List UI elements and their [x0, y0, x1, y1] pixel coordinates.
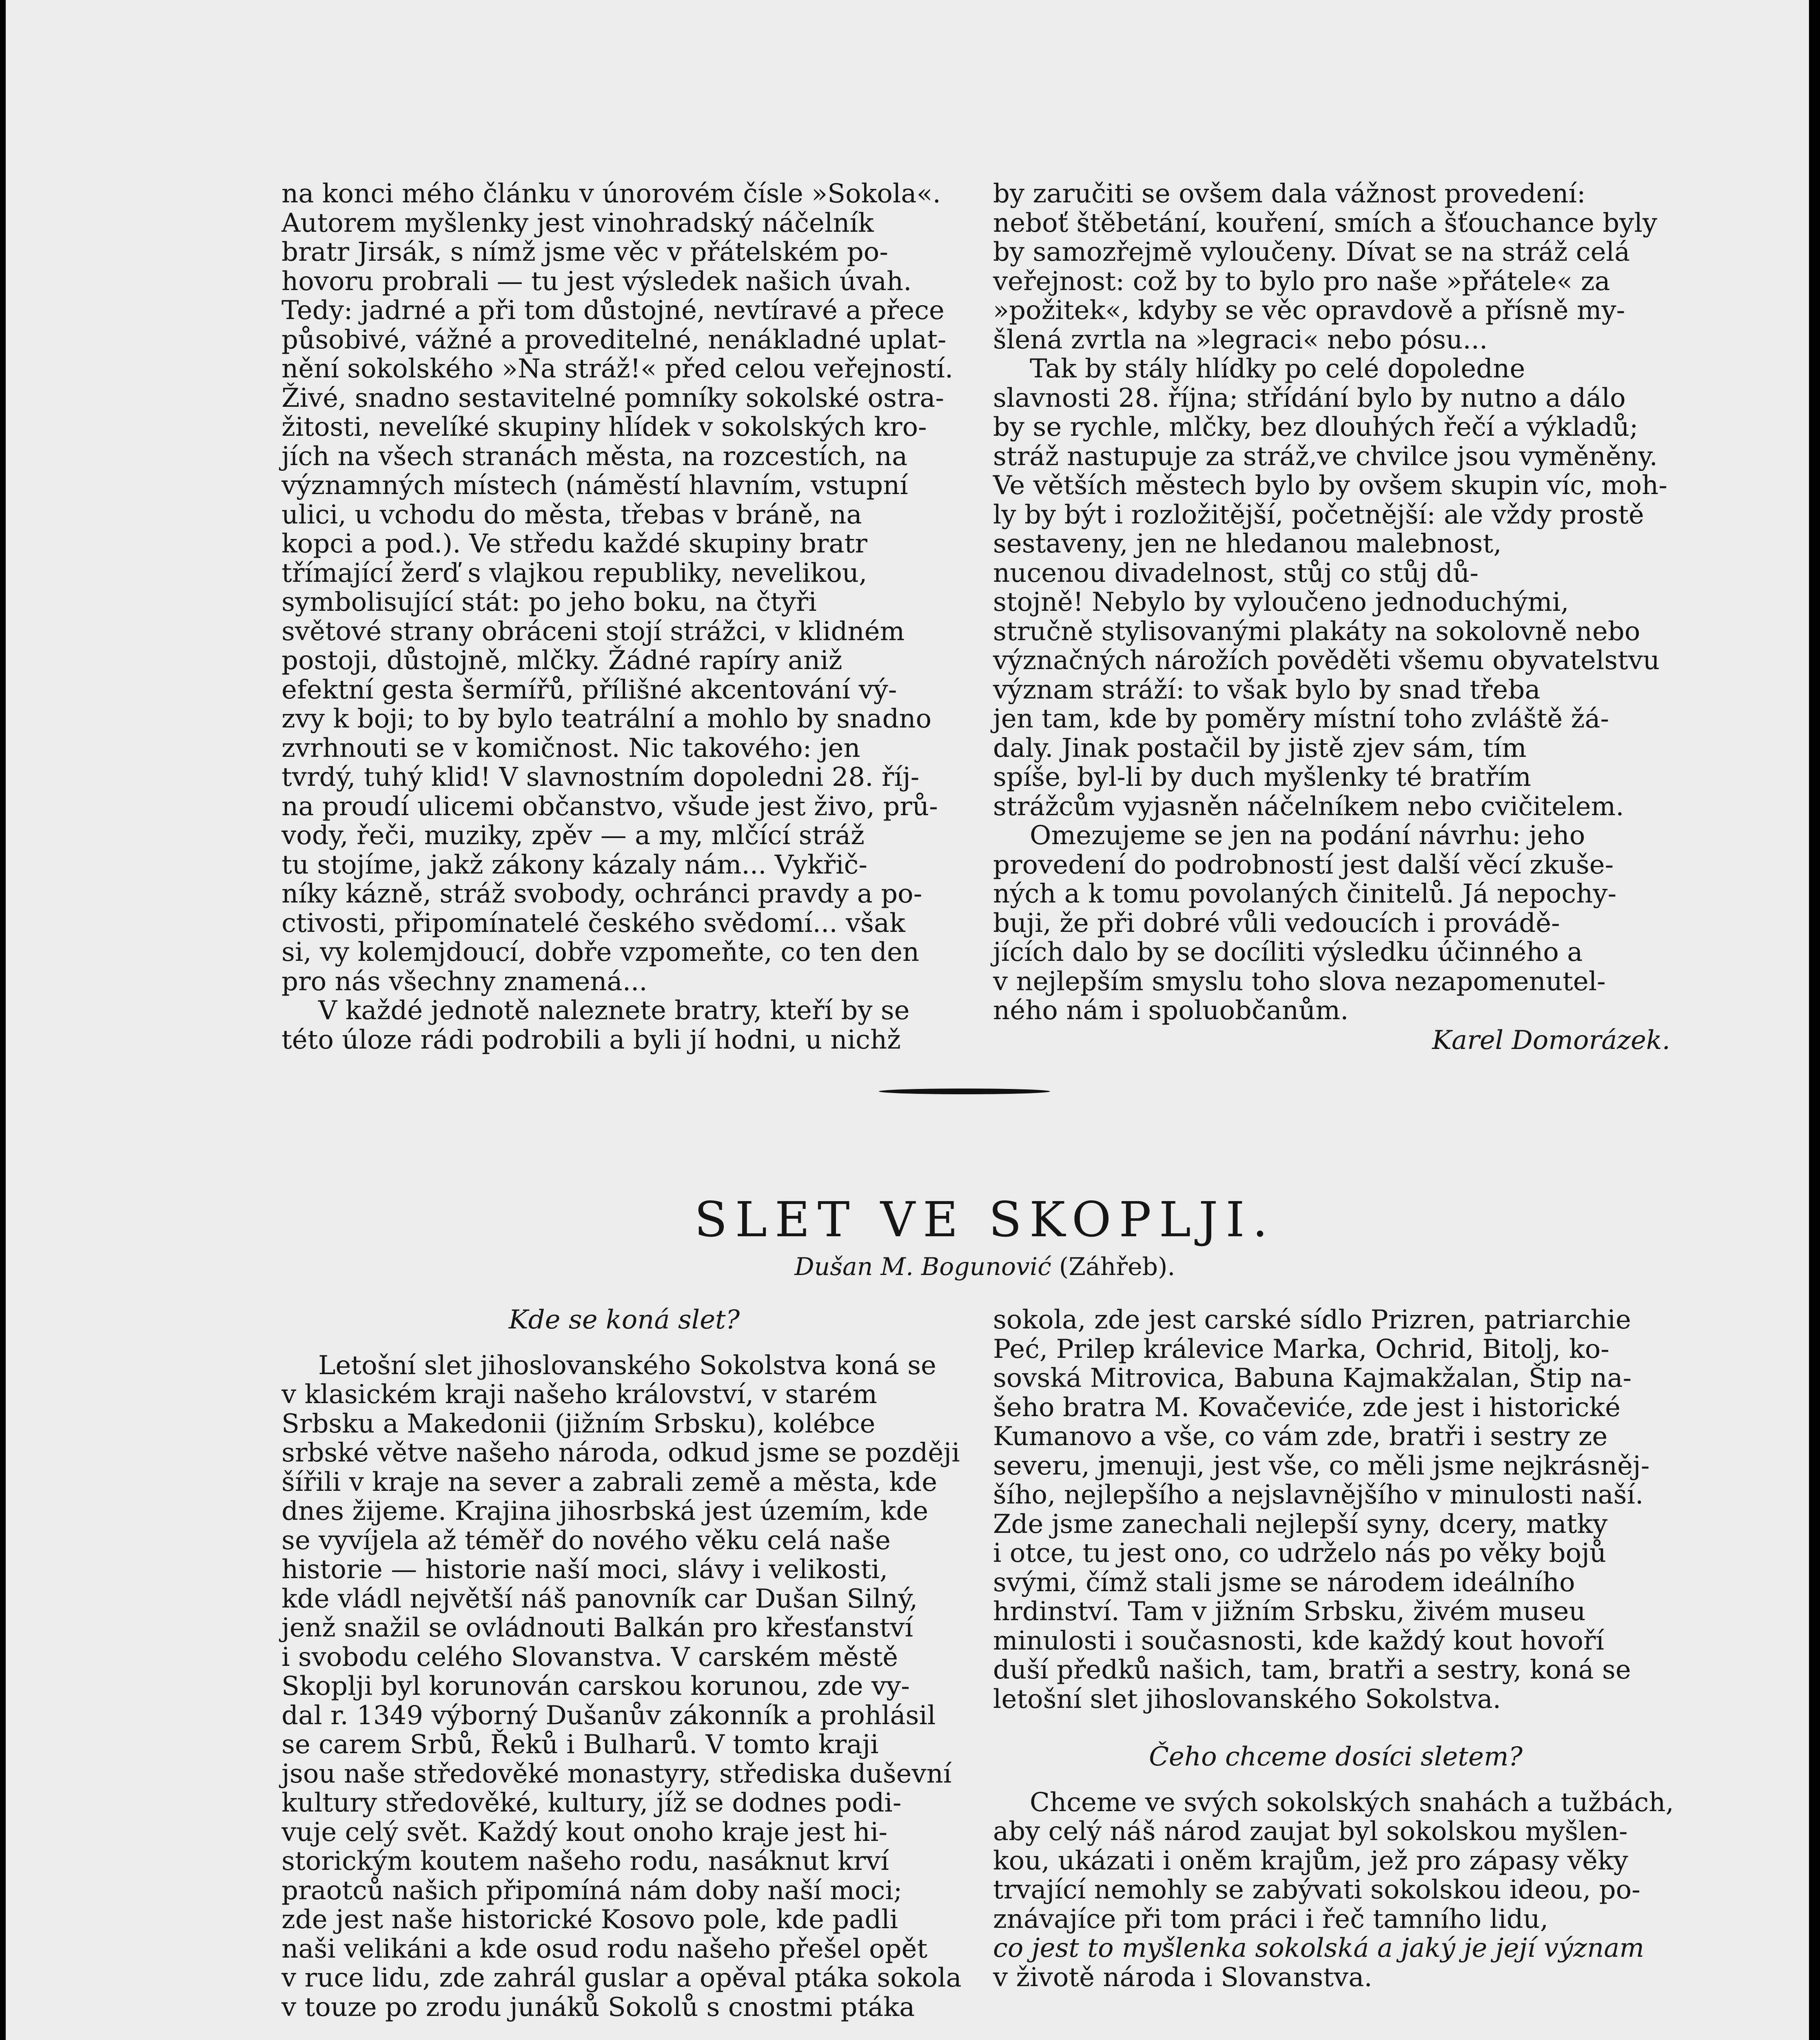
text-line: ly by být i rozložitější, početnější: ale vždy prostě [993, 499, 1644, 530]
text-line: daly. Jinak postačil by jistě zjev sám, tím [993, 733, 1527, 763]
text-line: slavnosti 28. října; střídání bylo by nutno a dálo [993, 383, 1626, 413]
text-line: se carem Srbů, Řeků i Bulharů. V tomto kraji [282, 1730, 879, 1760]
text-line: trvající nemohly se zabývati sokolskou ideou, po- [993, 1875, 1640, 1905]
text-line: stráž nastupuje za stráž,ve chvilce jsou vyměněny. [993, 441, 1658, 472]
text-line: by zaručiti se ovšem dala vážnost provedení: [993, 179, 1586, 209]
text-line: dnes žijeme. Krajina jihosrbská jest územím, kde [282, 1496, 929, 1526]
text-line: působivé, vážné a proveditelné, nenákladné uplat- [282, 324, 947, 355]
text-line: sokola, zde jest carské sídlo Prizren, patriarchie [993, 1305, 1631, 1335]
text-line: hovoru probrali — tu jest výsledek našich úvah. [282, 266, 912, 297]
text-line: svými, čímž stali jsme se národem ideálního [993, 1567, 1575, 1598]
text-line: na proudí ulicemi občanstvo, všude jest živo, prů- [282, 791, 938, 822]
text-line: strážcům vyjasněn náčelníkem nebo cvičitelem. [993, 791, 1624, 822]
text-line: provedení do podrobností jest další věcí zkuše- [993, 849, 1614, 880]
text-line: zvy k boji; to by bylo teatrální a mohlo by snadno [282, 704, 932, 734]
text-line: Chceme ve svých sokolských snahách a tužbách, [1030, 1787, 1674, 1818]
text-line: efektní gesta šermířů, přílišné akcentování vý- [282, 674, 897, 705]
text-line: v nejlepším smyslu toho slova nezapomenutel- [993, 966, 1606, 997]
text-line: jen tam, kde by poměry místní toho zvláště žá- [993, 704, 1609, 734]
text-line: zvrhnouti se v komičnost. Nic takového: jen [282, 733, 860, 763]
text-line: symbolisující stát: po jeho boku, na čtyři [282, 587, 817, 617]
text-line: sovská Mitrovica, Babuna Kajmakžalan, Štip na- [993, 1363, 1632, 1393]
signature-block [993, 1026, 1678, 1055]
text-line: hrdinství. Tam v jižním Srbsku, živém museu [993, 1597, 1586, 1627]
text-line: postoji, důstojně, mlčky. Žádné rapíry aniž [282, 645, 842, 676]
text-line: této úloze rádi podrobili a byli jí hodni, u nichž [282, 1024, 901, 1055]
text-line: významných místech (náměstí hlavním, vstupní [282, 470, 908, 501]
text-line: storickým koutem našeho rodu, nasáknut krví [282, 1846, 889, 1876]
text-line: význačných nárožích pověděti všemu obyvatelstvu [993, 645, 1660, 676]
text-line: i otce, tu jest ono, co udrželo nás po věky bojů [993, 1538, 1607, 1568]
text-line: znávajíce při tom práci i řeč tamního lidu, [993, 1904, 1549, 1934]
text-line: kde vládl největší náš panovník car Dušan Silný, [282, 1583, 918, 1614]
text-line: Živé, snadno sestavitelné pomníky sokolské ostra- [282, 383, 944, 413]
author-place: (Záhřeb). [1059, 1253, 1175, 1281]
text-line: význam stráží: to však bylo by snad třeba [993, 674, 1541, 705]
text-line: světové strany obráceni stojí strážci, v klidném [282, 616, 905, 647]
text-line: zde jest naše historické Kosovo pole, kde padli [282, 1905, 898, 1935]
text-line: šlená zvrtla na »legraci« nebo pósu... [993, 324, 1488, 355]
text-line: v touze po zrodu junáků Sokolů s cnostmi ptáka [282, 1992, 915, 2022]
text-line: Tedy: jadrné a při tom důstojné, nevtíravé a přece [282, 295, 944, 326]
section-divider [879, 1089, 1050, 1094]
text-line: Omezujeme se jen na podání návrhu: jeho [1030, 820, 1585, 851]
text-line: ného nám i spoluobčanům. [993, 996, 1349, 1026]
text-line: pro nás všechny znamená... [282, 966, 647, 997]
text-line: srbské větve našeho národa, odkud jsme se později [282, 1438, 960, 1468]
text-line: »požitek«, kdyby se věc opravdově a přísně my- [993, 295, 1625, 326]
text-line: letošní slet jihoslovanského Sokolstva. [993, 1684, 1501, 1714]
signature: Karel Domorázek. [1432, 1025, 1670, 1055]
text-line: šeho bratra M. Kovačeviće, zde jest i historické [993, 1392, 1620, 1423]
text-line: si, vy kolemjdoucí, dobře vzpomeňte, co ten den [282, 937, 920, 967]
text-line: ctivosti, připomínatelé českého svědomí... však [282, 908, 905, 938]
text-line: Letošní slet jihoslovanského Sokolstva koná se [318, 1350, 936, 1381]
text-line: praotců našich připomíná nám doby naší moci; [282, 1875, 902, 1906]
bottom-left-text [282, 1351, 967, 2022]
text-line: vody, řeči, muziky, zpěv — a my, mlčící stráž [282, 820, 865, 851]
top-left-column [282, 180, 967, 1055]
text-line: jících dalo by se docíliti výsledku účinného a [993, 937, 1583, 967]
text-line: bratr Jirsák, s nímž jsme věc v přátelském po- [282, 237, 888, 267]
text-line: šířili v kraje na sever a zabrali země a města, kde [282, 1467, 938, 1497]
text-line: tvrdý, tuhý klid! V slavnostním dopoledni 28. říj- [282, 762, 920, 792]
bottom-left-column [282, 1306, 967, 2022]
text-line: v klasickém kraji našeho království, v starém [282, 1379, 878, 1410]
text-line: v ruce lidu, zde zahrál guslar a opěval ptáka sokola [282, 1963, 962, 1993]
text-line: kou, ukázati i oněm krajům, jež pro zápasy věky [993, 1845, 1628, 1876]
text-line: nucenou divadelnost, stůj co stůj dů- [993, 558, 1479, 588]
text-line: duší předků našich, tam, bratři a sestry, koná se [993, 1655, 1631, 1685]
text-line: Zde jsme zanechali nejlepší syny, dcery, matky [993, 1509, 1608, 1539]
text-line: historie — historie naší moci, slávy i velikosti, [282, 1554, 888, 1585]
article-title: SLET VE SKOPLJI. [694, 1191, 1276, 1248]
text-line: neboť štěbetání, kouření, smích a šťouchance byly [993, 208, 1658, 238]
italic-line: co jest to myšlenka sokolská a jaký je její význam [993, 1933, 1645, 1963]
text-line: spíše, byl-li by duch myšlenky té bratřím [993, 762, 1531, 792]
text-line: Kumanovo a vše, co vám zde, bratři i sestry ze [993, 1421, 1608, 1452]
text-line: nění sokolského »Na stráž!« před celou veřejností. [282, 354, 953, 384]
text-line: naši velikáni a kde osud rodu našeho přešel opět [282, 1934, 928, 1964]
text-line: Autorem myšlenky jest vinohradský náčelník [282, 208, 874, 238]
text-line: šího, nejlepšího a nejslavnějšího v minulosti naší. [993, 1480, 1644, 1510]
text-line: V každé jednotě naleznete bratry, kteří by se [318, 996, 910, 1026]
text-line: kopci a pod.). Ve středu každé skupiny bratr [282, 529, 867, 559]
text-line: jenž snažil se ovládnouti Balkán pro křesťanství [282, 1613, 913, 1643]
subhead-goal: Čeho chceme dosíci sletem? [1149, 1742, 1523, 1772]
text-line: Srbsku a Makedonii (jižním Srbsku), kolébce [282, 1408, 876, 1439]
text-line: ných a k tomu povolaných činitelů. Já nepochy- [993, 879, 1617, 909]
bottom-right-text-1 [993, 1306, 1678, 1714]
text-line: Skoplji byl korunován carskou korunou, zde vy- [282, 1671, 910, 1701]
text-line: minulosti i současnosti, kde každý kout hovoří [993, 1625, 1604, 1656]
text-line: by samozřejmě vyloučeny. Dívat se na stráž celá [993, 237, 1630, 267]
text-line: Peć, Prilep králevice Marka, Ochrid, Bitolj, ko- [993, 1334, 1609, 1364]
text-line: na konci mého článku v únorovém čísle »Sokola«. [282, 179, 941, 209]
text-line: tu stojíme, jakž zákony kázaly nám... Vykřič- [282, 849, 867, 880]
text-line: žitosti, nevelíké skupiny hlídek v sokolských kro- [282, 412, 927, 442]
author-name: Dušan M. Bogunović [794, 1253, 1051, 1281]
text-line: jích na všech stranách města, na rozcestích, na [282, 441, 908, 472]
bottom-right-column [993, 1306, 1678, 1992]
bottom-right-text-2 [993, 1788, 1678, 1934]
text-line: níky kázně, stráž svobody, ochránci pravdy a po- [282, 879, 922, 909]
last-line: v životě národa i Slovanstva. [993, 1962, 1372, 1993]
text-line: jsou naše středověké monastyry, střediska duševní [282, 1758, 952, 1789]
text-line: Tak by stály hlídky po celé dopoledne [1030, 354, 1525, 384]
text-line: by se rychle, mlčky, bez dlouhých řečí a výkladů; [993, 412, 1638, 442]
text-line: se vyvíjela až téměř do nového věku celá naše [282, 1525, 891, 1556]
text-line: severu, jmenuji, jest vše, co měli jsme nejkrásněj- [993, 1450, 1650, 1481]
text-line: třímající žerď s vlajkou republiky, nevelikou, [282, 558, 867, 588]
page [6, 0, 1809, 2040]
subhead-where: Kde se koná slet? [508, 1305, 740, 1335]
text-line: aby celý náš národ zaujat byl sokolskou myšlen- [993, 1816, 1628, 1847]
text-line: veřejnost: což by to bylo pro naše »přátele« za [993, 266, 1610, 297]
text-line: stojně! Nebylo by vyloučeno jednoduchými, [993, 587, 1569, 617]
text-line: stručně stylisovanými plakáty na sokolovně nebo [993, 616, 1640, 647]
text-line: sestaveny, jen ne hledanou malebnost, [993, 529, 1502, 559]
text-line: Ve větších městech bylo by ovšem skupin víc, moh- [993, 470, 1667, 501]
text-line: kultury středověké, kultury, jíž se dodnes podi- [282, 1788, 902, 1818]
text-line: dal r. 1349 výborný Dušanův zákonník a prohlásil [282, 1700, 936, 1731]
text-line: vuje celý svět. Každý kout onoho kraje jest hi- [282, 1817, 888, 1847]
top-right-column [993, 180, 1678, 1026]
text-line: buji, že při dobré vůli vedoucích i provádě- [993, 908, 1560, 938]
byline [618, 1253, 1352, 1281]
text-line: i svobodu celého Slovanstva. V carském městě [282, 1642, 898, 1672]
text-line: ulici, u vchodu do města, třebas v bráně, na [282, 499, 862, 530]
